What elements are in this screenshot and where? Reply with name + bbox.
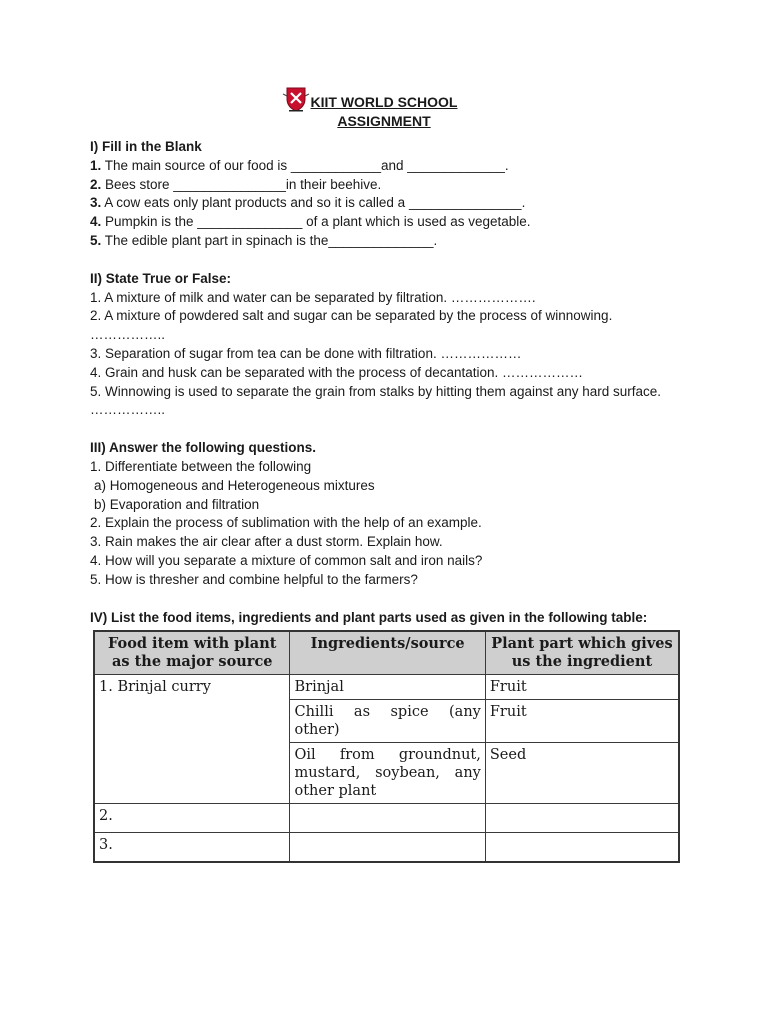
assignment-body	[90, 138, 690, 627]
ingredient-line: other plant	[294, 783, 377, 799]
true-false-line: ……………..	[90, 402, 166, 418]
item-number: 2.	[90, 176, 102, 192]
item-number: 4.	[90, 214, 102, 230]
school-name-line	[311, 94, 458, 111]
item-number: 5.	[90, 232, 102, 248]
plant-part-cell	[485, 804, 679, 833]
ingredient-cell: Chilli as spice (any other)	[290, 700, 485, 743]
fill-blank-item	[90, 157, 690, 176]
question-line: b) Evaporation and filtration	[94, 496, 260, 512]
question-line: 5. How is thresher and combine helpful to the farmers?	[90, 571, 418, 587]
table-row	[94, 833, 679, 863]
header-plant-part: Plant part which gives us the ingredient	[485, 631, 679, 675]
fill-blank-item	[90, 232, 690, 251]
item-text: The edible plant part in spinach is the______________.	[101, 232, 438, 248]
item-number: 1.	[90, 157, 102, 173]
food-item-cell: 1. Brinjal curry	[94, 675, 290, 804]
section-table-title: IV) List the food items, ingredients and plant parts used as given in the following table:	[90, 609, 648, 625]
ingredient-line: Oil from groundnut,	[294, 747, 481, 763]
section-true-false-title: II) State True or False:	[90, 270, 232, 286]
table-row	[94, 804, 679, 833]
school-crest-icon	[281, 86, 311, 112]
plant-part-cell	[485, 833, 679, 863]
food-items-table-wrap	[93, 630, 681, 863]
question-line: 3. Rain makes the air clear after a dust storm. Explain how.	[90, 534, 443, 550]
fill-blank-item	[90, 213, 690, 232]
item-number: 3.	[90, 195, 102, 211]
table-row	[94, 675, 679, 700]
food-item-cell: 2.	[94, 804, 290, 833]
true-false-line: 5. Winnowing is used to separate the grain from stalks by hitting them against any hard surface.	[90, 383, 662, 399]
header-food-item: Food item with plant as the major source	[94, 631, 290, 675]
food-items-table	[93, 630, 680, 863]
school-name: KIIT WORLD SCHOOL	[310, 94, 458, 110]
item-text: Pumpkin is the ______________ of a plant which is used as vegetable.	[101, 214, 531, 230]
question-line: 4. How will you separate a mixture of common salt and iron nails?	[90, 552, 483, 568]
assignment-title: ASSIGNMENT	[337, 113, 431, 129]
table-header-row	[94, 631, 679, 675]
plant-part-cell: Fruit	[485, 675, 679, 700]
item-text: The main source of our food is ____________and _____________.	[101, 157, 509, 173]
food-item-cell: 3.	[94, 833, 290, 863]
fill-blank-item	[90, 194, 690, 213]
item-text: A cow eats only plant products and so it is called a _______________.	[101, 195, 526, 211]
section-fill-blank-title: I) Fill in the Blank	[90, 139, 202, 154]
section-questions-title: III) Answer the following questions.	[90, 440, 317, 456]
ingredient-cell	[290, 743, 485, 804]
true-false-line: 3. Separation of sugar from tea can be done with filtration. ………………	[90, 345, 522, 361]
ingredient-line: mustard, soybean, any	[294, 765, 481, 781]
document-header	[0, 94, 768, 130]
header-ingredients: Ingredients/source	[290, 631, 485, 675]
ingredient-cell: Brinjal	[290, 675, 485, 700]
ingredient-cell	[290, 833, 485, 863]
question-line: a) Homogeneous and Heterogeneous mixtures	[94, 477, 375, 493]
plant-part-cell: Seed	[485, 743, 679, 804]
true-false-line: 1. A mixture of milk and water can be separated by filtration. ……………….	[90, 289, 536, 305]
fill-blank-item	[90, 176, 690, 195]
ingredient-cell	[290, 804, 485, 833]
true-false-line: 2. A mixture of powdered salt and sugar can be separated by the process of winnowing.	[90, 308, 613, 324]
question-line: 2. Explain the process of sublimation with the help of an example.	[90, 515, 482, 531]
true-false-line: 4. Grain and husk can be separated with the process of decantation. ………………	[90, 364, 584, 380]
question-line: 1. Differentiate between the following	[90, 458, 312, 474]
plant-part-cell: Fruit	[485, 700, 679, 743]
item-text: Bees store _______________in their beehive.	[101, 176, 382, 192]
true-false-line: ……………..	[90, 327, 166, 343]
